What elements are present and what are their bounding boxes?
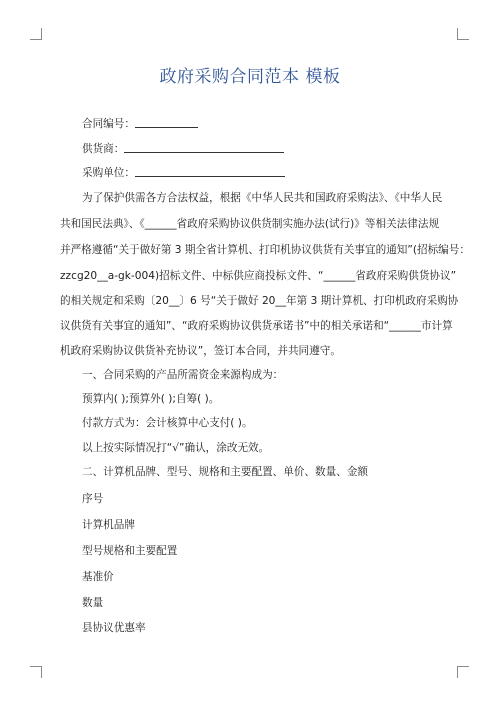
funding-source-line: 预算内( );预算外( );自筹( )。 <box>82 393 220 405</box>
crop-mark-top-right <box>457 28 469 40</box>
supplier-field <box>82 142 467 156</box>
list-item: 计算机品牌 <box>82 519 135 531</box>
paragraph-line: 的相关规定和采购〔20__〕6 号“关于做好 20__年第 3 期计算机、打印机政府采购协 <box>60 295 459 307</box>
purchaser-field <box>82 166 467 180</box>
payment-method-line: 付款方式为：会计核算中心支付( )。 <box>82 417 253 429</box>
list-item: 序号 <box>82 493 104 505</box>
list-item: 数量 <box>82 597 104 609</box>
purchaser-label: 采购单位： <box>82 167 135 179</box>
list-item: 县协议优惠率 <box>82 622 146 634</box>
supplier-label: 供货商： <box>82 143 125 155</box>
crop-mark-top-left <box>30 28 42 40</box>
confirmation-note: 以上按实际情况打“√”确认，涂改无效。 <box>82 442 270 454</box>
list-item: 基准价 <box>82 571 114 583</box>
paragraph-line: 共和国民法典》、《______省政府采购协议供货制实施办法(试行)》等相关法律法规 <box>60 218 440 230</box>
supplier-blank <box>124 142 284 153</box>
crop-mark-bottom-right <box>457 666 469 678</box>
contract-number-field <box>82 117 467 131</box>
section-1-heading: 一、合同采购的产品所需资金来源构成为： <box>82 369 284 381</box>
contract-number-label: 合同编号： <box>82 118 135 130</box>
crop-mark-bottom-left <box>30 666 42 678</box>
list-item: 型号规格和主要配置 <box>82 545 178 557</box>
document-title: 政府采购合同范本 模板 <box>159 67 341 87</box>
purchaser-blank <box>135 166 285 177</box>
paragraph-line: 机政府采购协议供货补充协议”，签订本合同，并共同遵守。 <box>60 345 341 357</box>
section-2-heading: 二、计算机品牌、型号、规格和主要配置、单价、数量、金额 <box>82 466 369 478</box>
paragraph-line: 并严格遵循“关于做好第 3 期全省计算机、打印机协议供货有关事宜的通知”(招标编号： <box>60 244 470 256</box>
contract-number-blank <box>135 117 198 128</box>
paragraph-line: 议供货有关事宜的通知”、“政府采购协议供货承诺书”中的相关承诺和“______市计算 <box>60 320 453 332</box>
paragraph-line: 为了保护供需各方合法权益，根据《中华人民共和国政府采购法》、《中华人民 <box>82 192 443 204</box>
paragraph-line: zzcg20__a-gk-004)招标文件、中标供应商投标文件、“______省政府采购供货协议” <box>60 270 457 282</box>
